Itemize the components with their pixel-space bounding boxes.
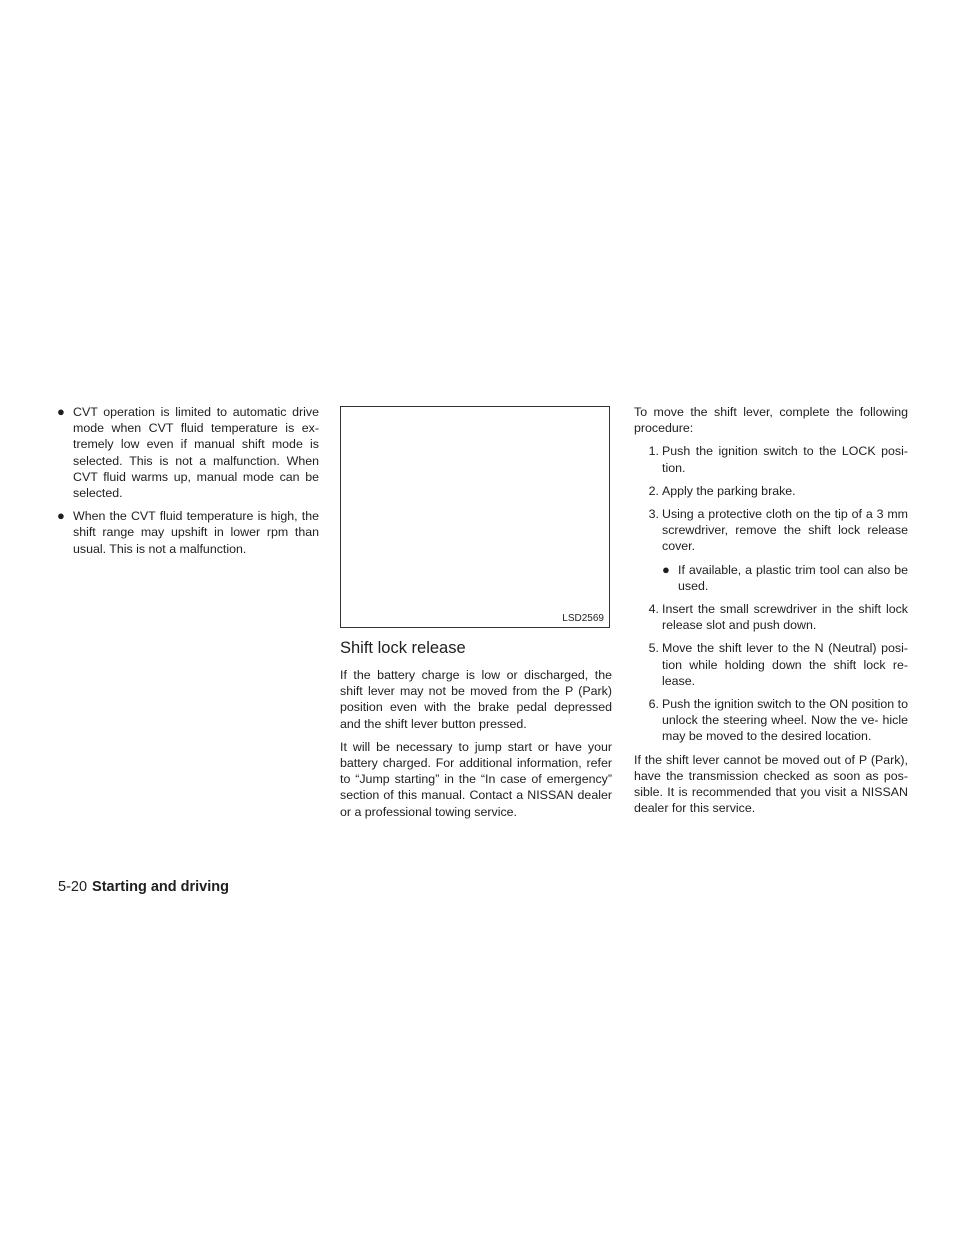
figure-placeholder bbox=[340, 406, 610, 628]
step-number: 5. bbox=[648, 641, 659, 656]
closing-paragraph: If the shift lever cannot be moved out of P (Park), have the transmission checked as soon as pos- sible. It is recommended that you visit a NISSAN dealer for this service. bbox=[634, 752, 908, 816]
sub-bullet-text: If available, a plastic trim tool can also be used. bbox=[678, 562, 908, 593]
step-number: 2. bbox=[648, 483, 659, 498]
step-number: 4. bbox=[648, 602, 659, 617]
figure-code: LSD2569 bbox=[562, 613, 604, 624]
left-column bbox=[57, 404, 319, 564]
step-text: Apply the parking brake. bbox=[662, 483, 796, 498]
right-column bbox=[634, 404, 908, 823]
bullet-icon: ● bbox=[662, 561, 670, 577]
bullet-item bbox=[57, 404, 319, 501]
procedure-step bbox=[634, 601, 908, 633]
bullet-icon: ● bbox=[57, 508, 65, 524]
procedure-step bbox=[634, 640, 908, 689]
step-number: 6. bbox=[648, 697, 659, 712]
procedure-intro: To move the shift lever, complete the following procedure: bbox=[634, 405, 908, 436]
procedure-step bbox=[634, 696, 908, 745]
procedure-step bbox=[634, 483, 908, 499]
bullet-item bbox=[57, 508, 319, 557]
procedure-steps bbox=[634, 443, 908, 744]
step-text: Push the ignition switch to the LOCK posi- tion. bbox=[662, 444, 908, 475]
procedure-step bbox=[634, 506, 908, 594]
page-footer bbox=[58, 878, 229, 896]
footer-section-title: Starting and driving bbox=[92, 879, 229, 895]
step-number: 3. bbox=[648, 507, 659, 522]
procedure-step bbox=[634, 443, 908, 475]
step-text: Move the shift lever to the N (Neutral) posi- tion while holding down the shift lock re- lease. bbox=[662, 641, 908, 688]
paragraph: If the battery charge is low or discharged, the shift lever may not be moved from the P (Park) position even with the brake pedal depressed and the shift lever button pressed. bbox=[340, 668, 612, 731]
bullet-text: When the CVT fluid temperature is high, the shift range may upshift in lower rpm than usual. This is not a malfunction. bbox=[73, 509, 319, 556]
sub-bullet-item bbox=[662, 562, 908, 594]
step-text: Insert the small screwdriver in the shift lock release slot and push down. bbox=[662, 602, 908, 633]
step-number: 1. bbox=[648, 444, 659, 459]
step-text: Push the ignition switch to the ON position to unlock the steering wheel. Now the ve- hicle may be moved to the desired location. bbox=[662, 697, 908, 744]
bullet-icon: ● bbox=[57, 404, 65, 419]
page-number: 5-20 bbox=[58, 879, 88, 895]
paragraph: It will be necessary to jump start or have your battery charged. For additional information, refer to “Jump starting” in the “In case of emergency” section of this manual. Contact a NISSAN dealer or a professional towing service. bbox=[340, 739, 612, 819]
middle-column bbox=[340, 404, 612, 827]
section-heading: Shift lock release bbox=[340, 639, 466, 657]
step-text: Using a protective cloth on the tip of a 3 mm screwdriver, remove the shift lock release cover. bbox=[662, 507, 908, 554]
bullet-text: CVT operation is limited to automatic drive mode when CVT fluid temperature is ex- tremely low even if manual shift mode is selected. This is not a malfunction. When CVT fluid warms up, manual mode can be selected. bbox=[73, 405, 319, 501]
